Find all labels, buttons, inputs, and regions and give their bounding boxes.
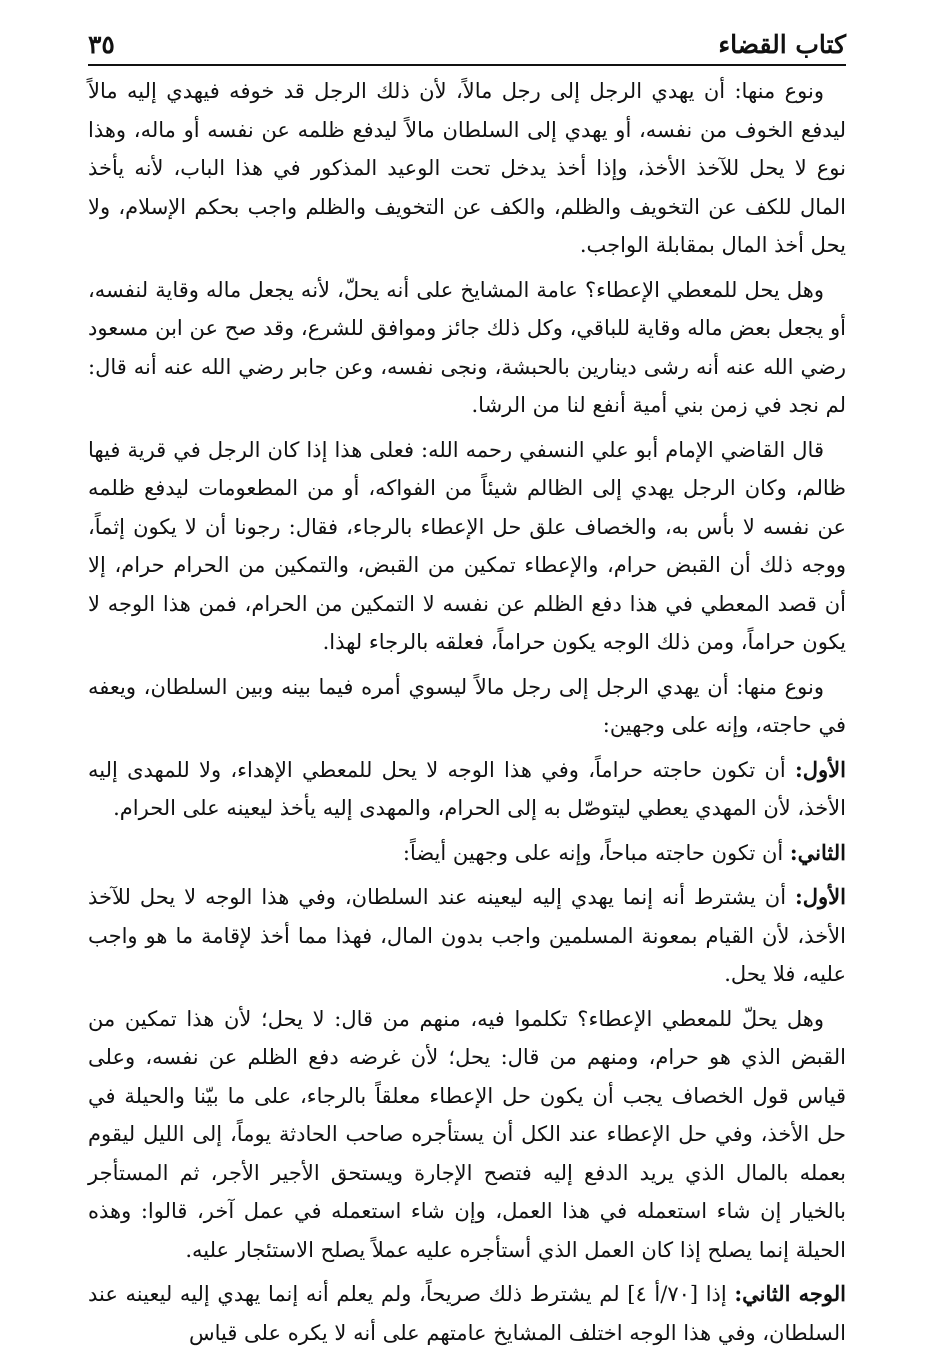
paragraph-text: ونوع منها: أن يهدي الرجل إلى رجل مالاً ليسوي أمره فيما بينه وبين السلطان، ويعفه في حاجته، وإنه على وجهين: [88,674,846,737]
paragraph [88,878,846,994]
paragraph-lead: الأول: [795,884,846,909]
paragraph-text: وهل يحل للمعطي الإعطاء؟ عامة المشايخ على أنه يحلّ، لأنه يجعل ماله وقاية لنفسه، أو يجعل بعض ماله وقاية للباقي، وكل ذلك جائز وموافق للشرع، وقد صح عن ابن مسعود رضي الله عنه أنه رشى دينارين بالحبشة، ونجى نفسه، وعن جابر رضي الله عنه أنه قال: لم نجد في زمن بني أمية أنفع لنا من الرشا. [88,277,846,417]
book-title: كتاب القضاء [718,30,846,59]
paragraph [88,751,846,828]
paragraph-lead: الأول: [795,756,846,782]
paragraph-text: إذا [٧٠/أ ٤] لم يشترط ذلك صريحاً، ولم يعلم أنه إنما يهدي إليه ليعينه عند السلطان، وفي هذا الوجه اختلف المشايخ عامتهم على أنه لا يكره على قياس [88,1282,846,1345]
paragraph [88,1000,846,1270]
paragraph [88,668,846,745]
paragraph [88,834,846,873]
paragraph [88,1275,846,1352]
body-text [88,72,846,1352]
paragraph-text: وهل يحلّ للمعطي الإعطاء؟ تكلموا فيه، منهم من قال: لا يحل؛ لأن هذا تمكين من القبض الذي هو حرام، ومنهم من قال: يحل؛ لأن غرضه دفع الظلم عن نفسه، وعلى قياس قول الخصاف يجب أن يكون حل الإعطاء معلقاً بالرجاء، على ما بيّنا والحيلة في حل الأخذ، وفي حل الإعطاء عند الكل أن يستأجره صاحب الحادثة يوماً، إلى الليل ليقوم بعمله بالمال الذي يريد الدفع إليه فتصح الإجارة ويستحق الأجير الأجر، ثم المستأجر بالخيار إن شاء استعمله في هذا العمل، وإن شاء استعمله في عمل آخر، قالوا: وهذه الحيلة إنما يصلح إذا كان العمل الذي أستأجره عليه عملاً يصلح الاستئجار عليه. [88,1006,846,1262]
paragraph-lead: الوجه الثاني: [734,1281,846,1306]
paragraph-text: أن تكون حاجته حراماً، وفي هذا الوجه لا يحل للمعطي الإهداء، ولا للمهدى إليه الأخذ، لأن المهدي يعطي ليتوصّل به إلى الحرام، والمهدى إليه يأخذ ليعينه على الحرام. [88,757,846,820]
paragraph [88,431,846,662]
paragraph [88,271,846,425]
paragraph-text: أن يشترط أنه إنما يهدي إليه ليعينه عند السلطان، وفي هذا الوجه لا يحل للآخذ الأخذ، لأن القيام بمعونة المسلمين واجب بدون المال، فهذا مما أخذ لإقامة ما هو واجب عليه، فلا يحل. [88,885,846,986]
paragraph-text: قال القاضي الإمام أبو علي النسفي رحمه الله: فعلى هذا إذا كان الرجل في قرية فيها ظالم، وكان الرجل يهدي إلى الظالم شيئاً من الفواكه، أو من المطعومات ليدفع ظلمه عن نفسه لا بأس به، والخصاف علق حل الإعطاء بالرجاء، فقال: رجونا أن لا يكون إثماً، ووجه ذلك أن القبض حرام، والإعطاء تمكين من القبض، والتمكين من الحرام حرام، إلا أن قصد المعطي في هذا دفع الظلم عن نفسه لا التمكين من الحرام، فمن هذا الوجه لا يكون حراماً، ومن ذلك الوجه يكون حراماً، فعلقه بالرجاء لهذا. [88,437,846,654]
paragraph-text: أن تكون حاجته مباحاً، وإنه على وجهين أيضاً: [402,840,784,865]
page-number: ٣٥ [88,30,115,59]
paragraph [88,72,846,265]
page-header [88,22,846,66]
paragraph-text: ونوع منها: أن يهدي الرجل إلى رجل مالاً، لأن ذلك الرجل قد خوفه فيهدي إليه مالاً ليدفع الخوف من نفسه، أو يهدي إلى السلطان مالاً ليدفع ظلمه عن نفسه أو ماله، وهذا نوع لا يحل للآخذ الأخذ، وإذا أخذ يدخل تحت الوعيد المذكور في هذا الباب، لأنه يأخذ المال للكف عن التخويف والظلم، والكف عن التخويف والظلم واجب بحكم الإسلام، ولا يحل أخذ المال بمقابلة الواجب. [88,79,846,257]
paragraph-lead: الثاني: [789,839,846,865]
